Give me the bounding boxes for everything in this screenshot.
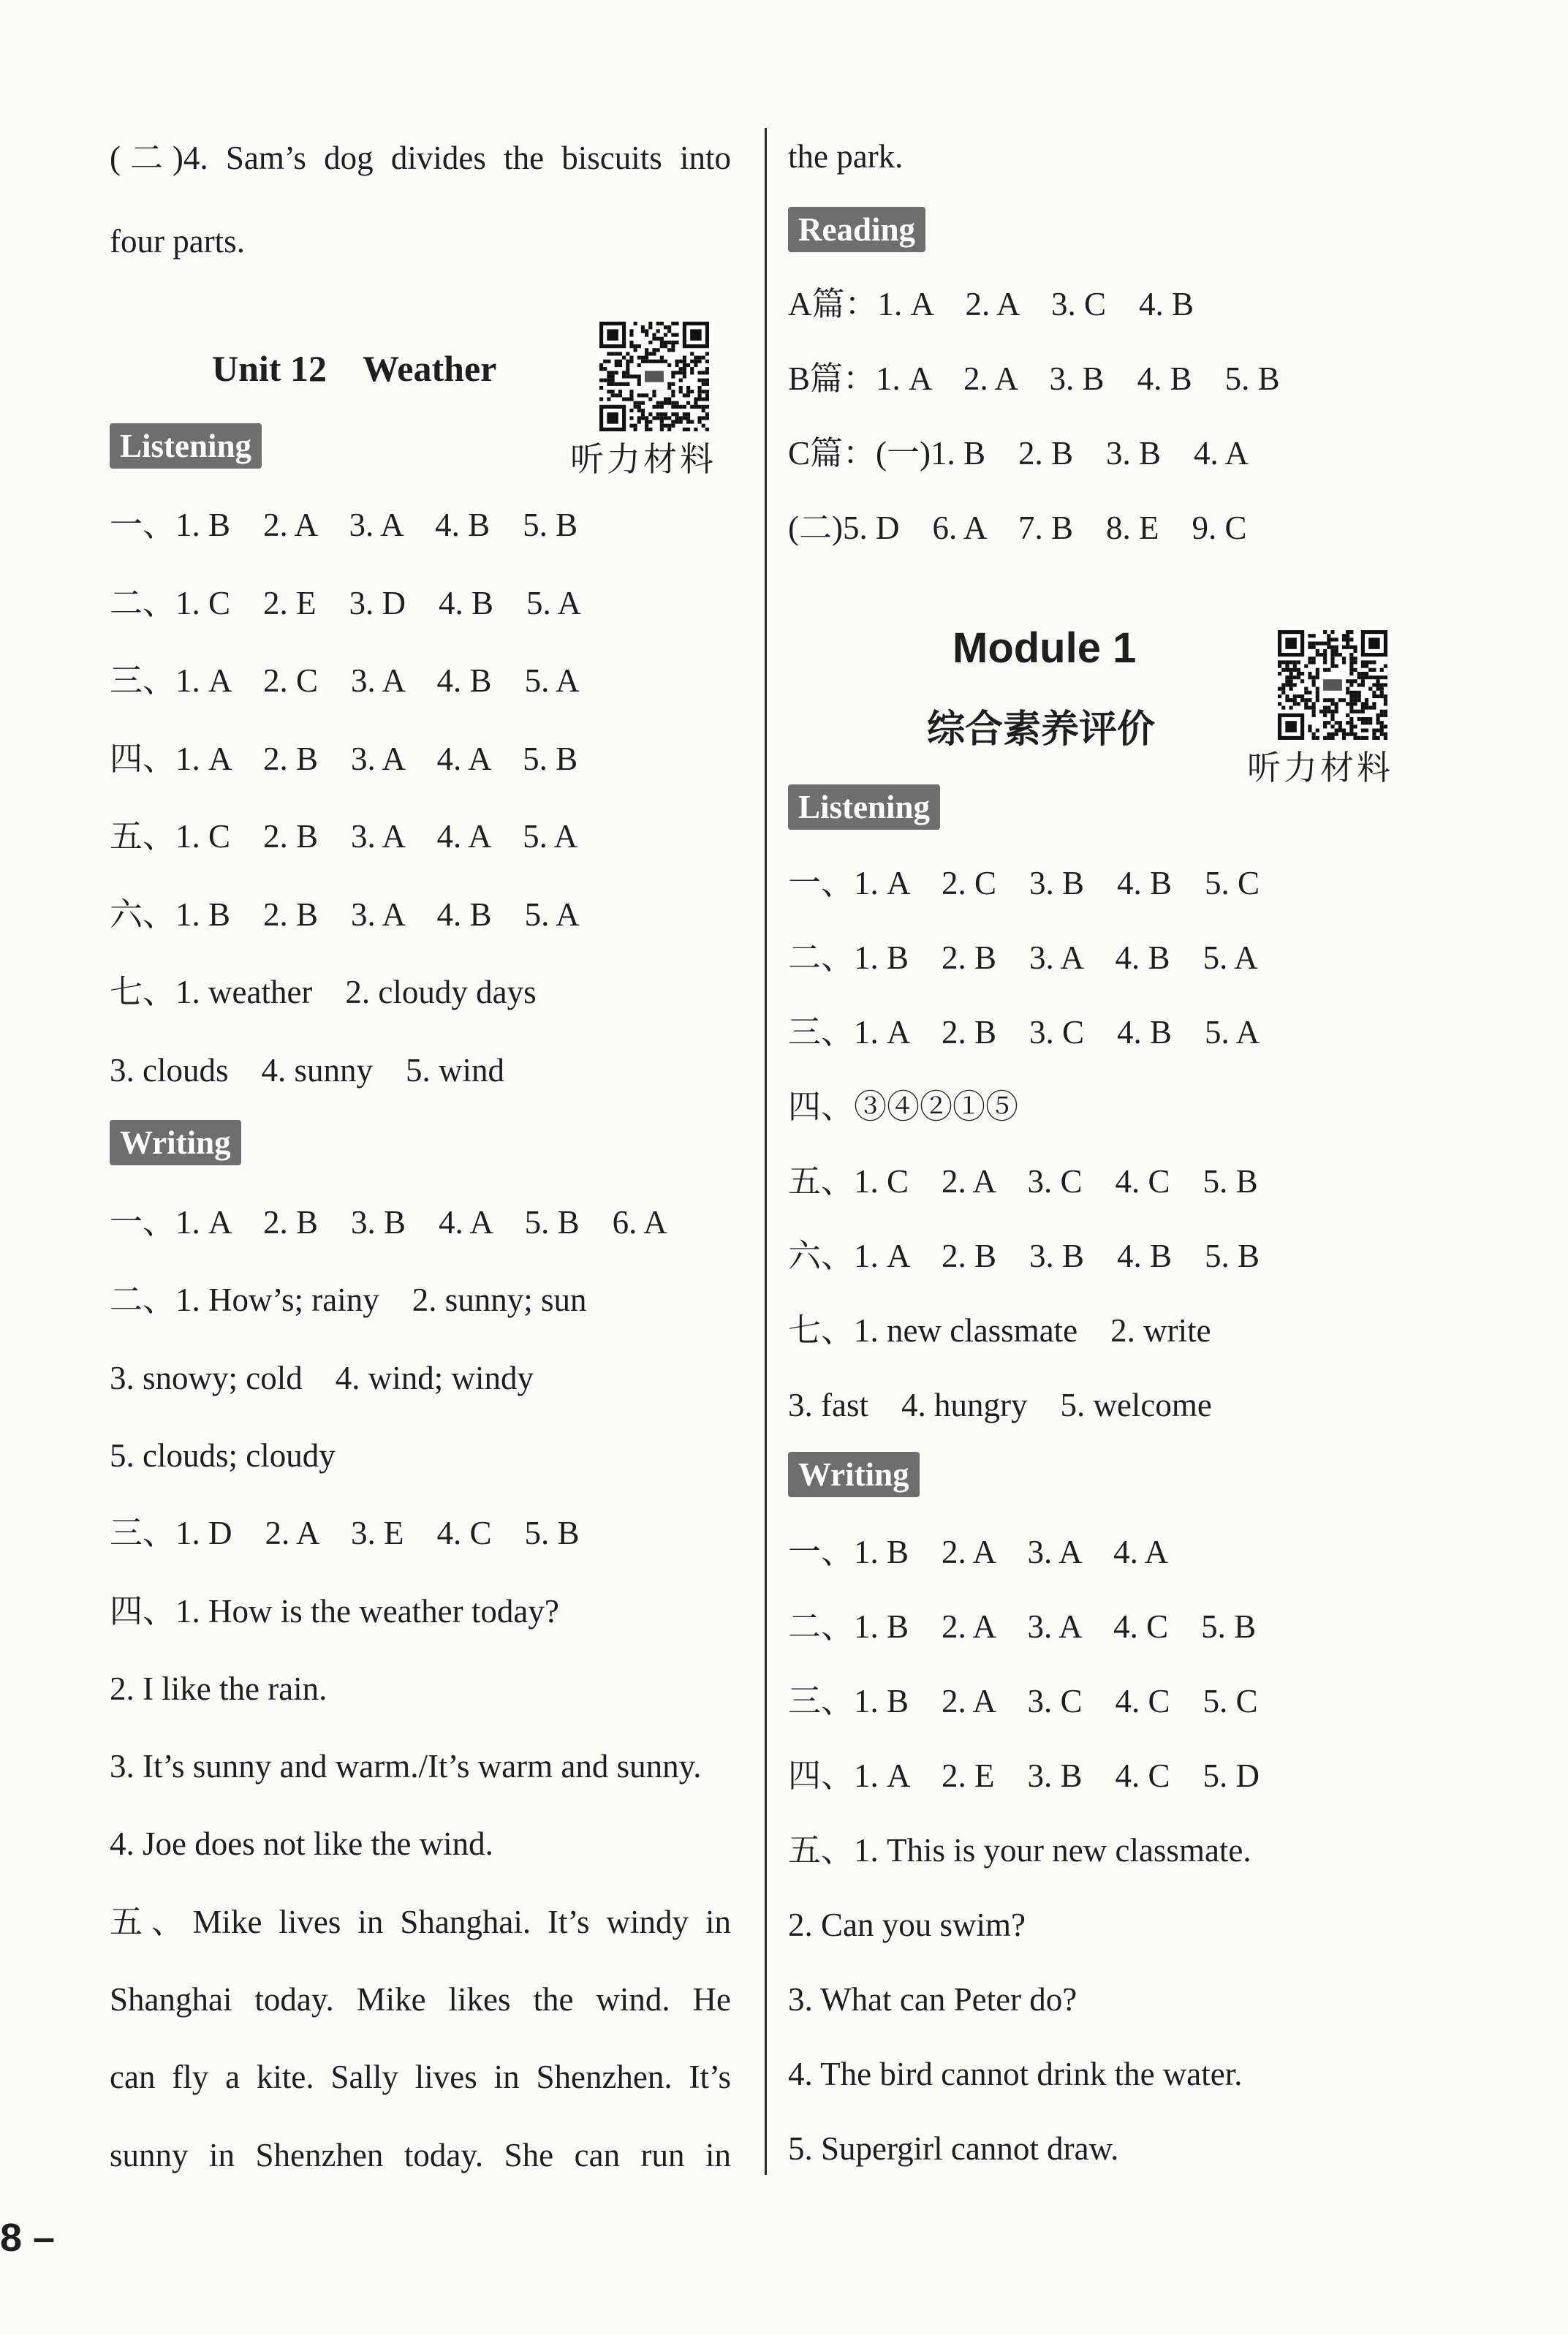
answer-line: 一、1. B 2. A 3. A 4. B 5. B <box>110 507 578 543</box>
answer-line: 三、1. A 2. B 3. C 4. B 5. A <box>788 1014 1260 1051</box>
answer-line: 七、1. weather 2. cloudy days <box>110 974 537 1010</box>
qr-code-icon <box>599 322 709 431</box>
module-subtitle: 综合素养评价 <box>927 708 1156 752</box>
answer-line: 二、1. B 2. A 3. A 4. C 5. B <box>788 1608 1257 1645</box>
answer-line: 六、1. B 2. B 3. A 4. B 5. A <box>110 896 580 933</box>
answer-line: C篇：(一)1. B 2. B 3. B 4. A <box>788 435 1249 472</box>
listening-label: Listening <box>788 784 940 830</box>
answer-line: 五、1. C 2. B 3. A 4. A 5. A <box>110 818 578 855</box>
answer-line: (二)5. D 6. A 7. B 8. E 9. C <box>788 510 1247 546</box>
module-title: Module 1 <box>952 624 1137 672</box>
writing-label: Writing <box>110 1120 241 1165</box>
answer-line: 一、1. B 2. A 3. A 4. A <box>788 1534 1169 1570</box>
continued-text-line: four parts. <box>110 223 245 260</box>
answer-line: 二、1. B 2. B 3. A 4. B 5. A <box>788 939 1258 976</box>
answer-line: 3. snowy; cold 4. wind; windy <box>110 1359 534 1396</box>
answer-line: Shanghai today. Mike likes the wind. He <box>110 1981 731 2018</box>
answer-line: 一、1. A 2. B 3. B 4. A 5. B 6. A <box>110 1204 667 1241</box>
answer-line: 二、1. C 2. E 3. D 4. B 5. A <box>110 584 582 621</box>
answer-line: 五、1. This is your new classmate. <box>788 1832 1251 1869</box>
answer-line: 三、1. A 2. C 3. A 4. B 5. A <box>110 662 580 699</box>
qr-caption: 听力材料 <box>1247 748 1393 787</box>
answer-line: 5. clouds; cloudy <box>110 1437 336 1474</box>
answer-line: 三、1. B 2. A 3. C 4. C 5. C <box>788 1683 1258 1719</box>
answer-line: 3. fast 4. hungry 5. welcome <box>788 1387 1212 1423</box>
answer-line: 四、1. A 2. B 3. A 4. A 5. B <box>110 740 578 777</box>
reading-label: Reading <box>788 207 925 252</box>
answer-line: 二、1. How’s; rainy 2. sunny; sun <box>110 1282 587 1319</box>
answer-line: A篇：1. A 2. A 3. C 4. B <box>788 286 1194 322</box>
answer-line: 六、1. A 2. B 3. B 4. B 5. B <box>788 1238 1260 1274</box>
answer-line: can fly a kite. Sally lives in Shenzhen. It’s <box>110 2059 731 2096</box>
right-column <box>788 0 1446 2335</box>
answer-line: 一、1. A 2. C 3. B 4. B 5. C <box>788 865 1260 901</box>
answer-line: 五、1. C 2. A 3. C 4. C 5. B <box>788 1163 1258 1200</box>
answer-line: 三、1. D 2. A 3. E 4. C 5. B <box>110 1515 580 1552</box>
left-column <box>110 0 768 2335</box>
answer-line: 4. The bird cannot drink the water. <box>788 2056 1243 2092</box>
page-number: 8 – <box>0 2216 56 2260</box>
answer-line: 七、1. new classmate 2. write <box>788 1312 1211 1349</box>
answer-line: 四、1. A 2. E 3. B 4. C 5. D <box>788 1757 1260 1794</box>
qr-caption: 听力材料 <box>570 439 716 479</box>
answer-line: 5. Supergirl cannot draw. <box>788 2130 1119 2167</box>
listening-label: Listening <box>110 423 262 469</box>
answer-line: 3. It’s sunny and warm./It’s warm and sunny. <box>110 1748 702 1785</box>
continued-text-line: (二)4. Sam’s dog divides the biscuits into <box>110 140 731 176</box>
answer-line: 四、1. How is the weather today? <box>110 1592 559 1630</box>
unit-title: Unit 12 Weather <box>212 348 497 389</box>
answer-line: 五、Mike lives in Shanghai. It’s windy in <box>110 1903 731 1940</box>
answer-line: 2. Can you swim? <box>788 1907 1026 1943</box>
answer-line: 四、③④②①⑤ <box>788 1089 1019 1125</box>
answer-line: 3. clouds 4. sunny 5. wind <box>110 1051 504 1089</box>
answer-line: 3. What can Peter do? <box>788 1981 1077 2018</box>
answer-line: 4. Joe does not like the wind. <box>110 1825 493 1863</box>
qr-code-icon <box>1278 630 1387 740</box>
answer-line: 2. I like the rain. <box>110 1670 327 1707</box>
writing-label: Writing <box>788 1452 920 1497</box>
answer-line: B篇：1. A 2. A 3. B 4. B 5. B <box>788 360 1280 397</box>
answer-line: sunny in Shenzhen today. She can run in <box>110 2136 731 2173</box>
continued-text-line: the park. <box>788 138 904 175</box>
